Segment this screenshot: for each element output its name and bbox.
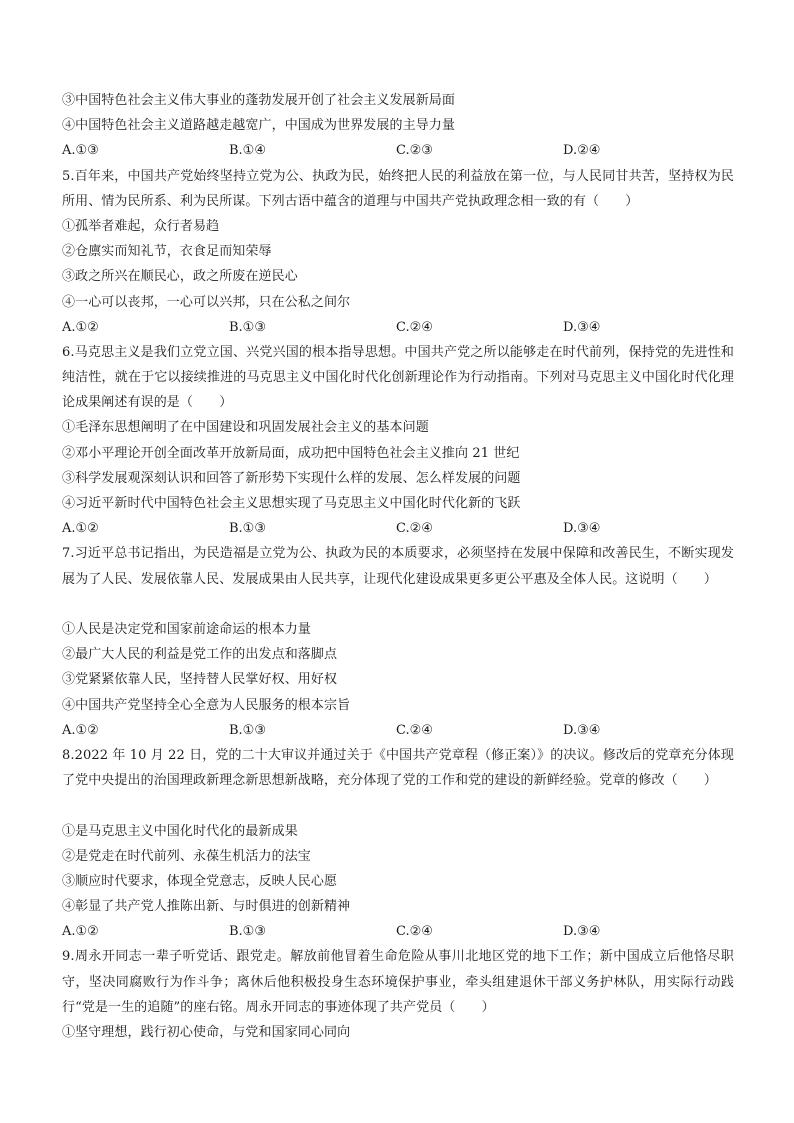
statement-line: ②最广大人民的利益是党工作的出发点和落脚点 — [62, 647, 338, 663]
answer-option: C.②③ — [396, 143, 433, 159]
statement-line: ②是党走在时代前列、永葆生机活力的法宝 — [62, 848, 311, 864]
answer-option: D.②④ — [563, 143, 601, 159]
question-stem: 9.周永开同志一辈子听党话、跟党走。解放前他冒着生命危险从事川北地区党的地下工作；新中国成立后他恪尽职守，坚决同腐败行为作斗争；离休后他积极投身生态环境保护事业，牵头组建退休干部义务护林队，用实际行动践行“党是一生的追随”的座右铭。周永开同志的事迹体现了共产党员（ ） — [62, 949, 734, 1015]
statement-line: ①人民是决定党和国家前途命运的根本力量 — [62, 622, 311, 638]
answer-options — [62, 315, 734, 340]
statement-line: ③党紧紧依靠人民，坚持替人民掌好权、用好权 — [62, 672, 338, 688]
statement-line: ②仓廪实而知礼节，衣食足而知荣辱 — [62, 244, 272, 260]
answer-options — [62, 718, 734, 743]
statement-line: ③政之所兴在顺民心，政之所废在逆民心 — [62, 269, 298, 285]
answer-options — [62, 516, 734, 541]
statement-line: ①坚守理想，践行初心使命，与党和国家同心同向 — [62, 1025, 351, 1041]
answer-option: A.①② — [62, 521, 99, 537]
answer-option: A.①③ — [62, 143, 99, 159]
answer-option: D.③④ — [563, 924, 601, 940]
question-stem: 5.百年来，中国共产党始终坚持立党为公、执政为民，始终把人民的利益放在第一位，与人民同甘共苦，坚持权为民所用、情为民所系、利为民所谋。下列古语中蕴含的道理与中国共产党执政理念相一致的有（ ） — [62, 168, 734, 209]
answer-option: B.①③ — [229, 924, 266, 940]
question-stem: 8.2022 年 10 月 22 日，党的二十大审议并通过关于《中国共产党章程（修正案）》的决议。修改后的党章充分体现了党中央提出的治国理政新理念新思想新战略，充分体现了党的工作和党的建设的新鲜经验。党章的修改（ ） — [62, 747, 734, 789]
answer-option: D.③④ — [563, 319, 601, 335]
statement-line: ④习近平新时代中国特色社会主义思想实现了马克思主义中国化时代化新的飞跃 — [62, 496, 521, 512]
statement-line: ③顺应时代要求，体现全党意志，反映人民心愿 — [62, 873, 338, 889]
exam-page — [62, 88, 734, 1045]
answer-option: B.①④ — [229, 143, 266, 159]
statement-line: ③中国特色社会主义伟大事业的蓬勃发展开创了社会主义发展新局面 — [62, 93, 456, 108]
question-stem: 6.马克思主义是我们立党立国、兴党兴国的根本指导思想。中国共产党之所以能够走在时代前列，保持党的先进性和纯洁性，就在于它以接续推进的马克思主义中国化时代化创新理论作为行动指南。下列对马克思主义中国化时代化理论成果阐述有误的是（ ） — [62, 344, 734, 411]
statement-line: ②邓小平理论开创全面改革开放新局面，成功把中国特色社会主义推向 21 世纪 — [62, 445, 520, 461]
statement-line: ④中国特色社会主义道路越走越宽广，中国成为世界发展的主导力量 — [62, 118, 456, 134]
answer-options — [62, 919, 734, 944]
answer-option: B.①③ — [229, 319, 266, 335]
answer-option: D.③④ — [563, 521, 601, 537]
statement-line: ①是马克思主义中国化时代化的最新成果 — [62, 823, 298, 839]
statement-line: ④一心可以丧邦，一心可以兴邦，只在公私之间尔 — [62, 294, 351, 310]
question-stem: 7.习近平总书记指出，为民造福是立党为公、执政为民的本质要求，必须坚持在发展中保障和改善民生，不断实现发展为了人民、发展依靠人民、发展成果由人民共享，让现代化建设成果更多更公平惠及全体人民。这说明（ ） — [62, 546, 734, 587]
statement-line: ①毛泽东思想阐明了在中国建设和巩固发展社会主义的基本问题 — [62, 420, 429, 436]
answer-option: B.①③ — [229, 521, 266, 537]
answer-option: A.①② — [62, 319, 99, 335]
answer-option: B.①③ — [229, 722, 266, 738]
statement-line: ④彰显了共产党人推陈出新、与时俱进的创新精神 — [62, 899, 351, 915]
statement-line: ①孤举者难起，众行者易趋 — [62, 218, 220, 234]
answer-options — [62, 138, 734, 163]
answer-option: A.①② — [62, 722, 99, 738]
answer-option: C.②④ — [396, 924, 433, 940]
answer-option: A.①② — [62, 924, 99, 940]
answer-option: D.③④ — [563, 722, 601, 738]
statement-line: ③科学发展观深刻认识和回答了新形势下实现什么样的发展、怎么样发展的问题 — [62, 470, 521, 486]
statement-line: ④中国共产党坚持全心全意为人民服务的根本宗旨 — [62, 697, 351, 713]
answer-option: C.②④ — [396, 319, 433, 335]
answer-option: C.②④ — [396, 722, 433, 738]
answer-option: C.②④ — [396, 521, 433, 537]
